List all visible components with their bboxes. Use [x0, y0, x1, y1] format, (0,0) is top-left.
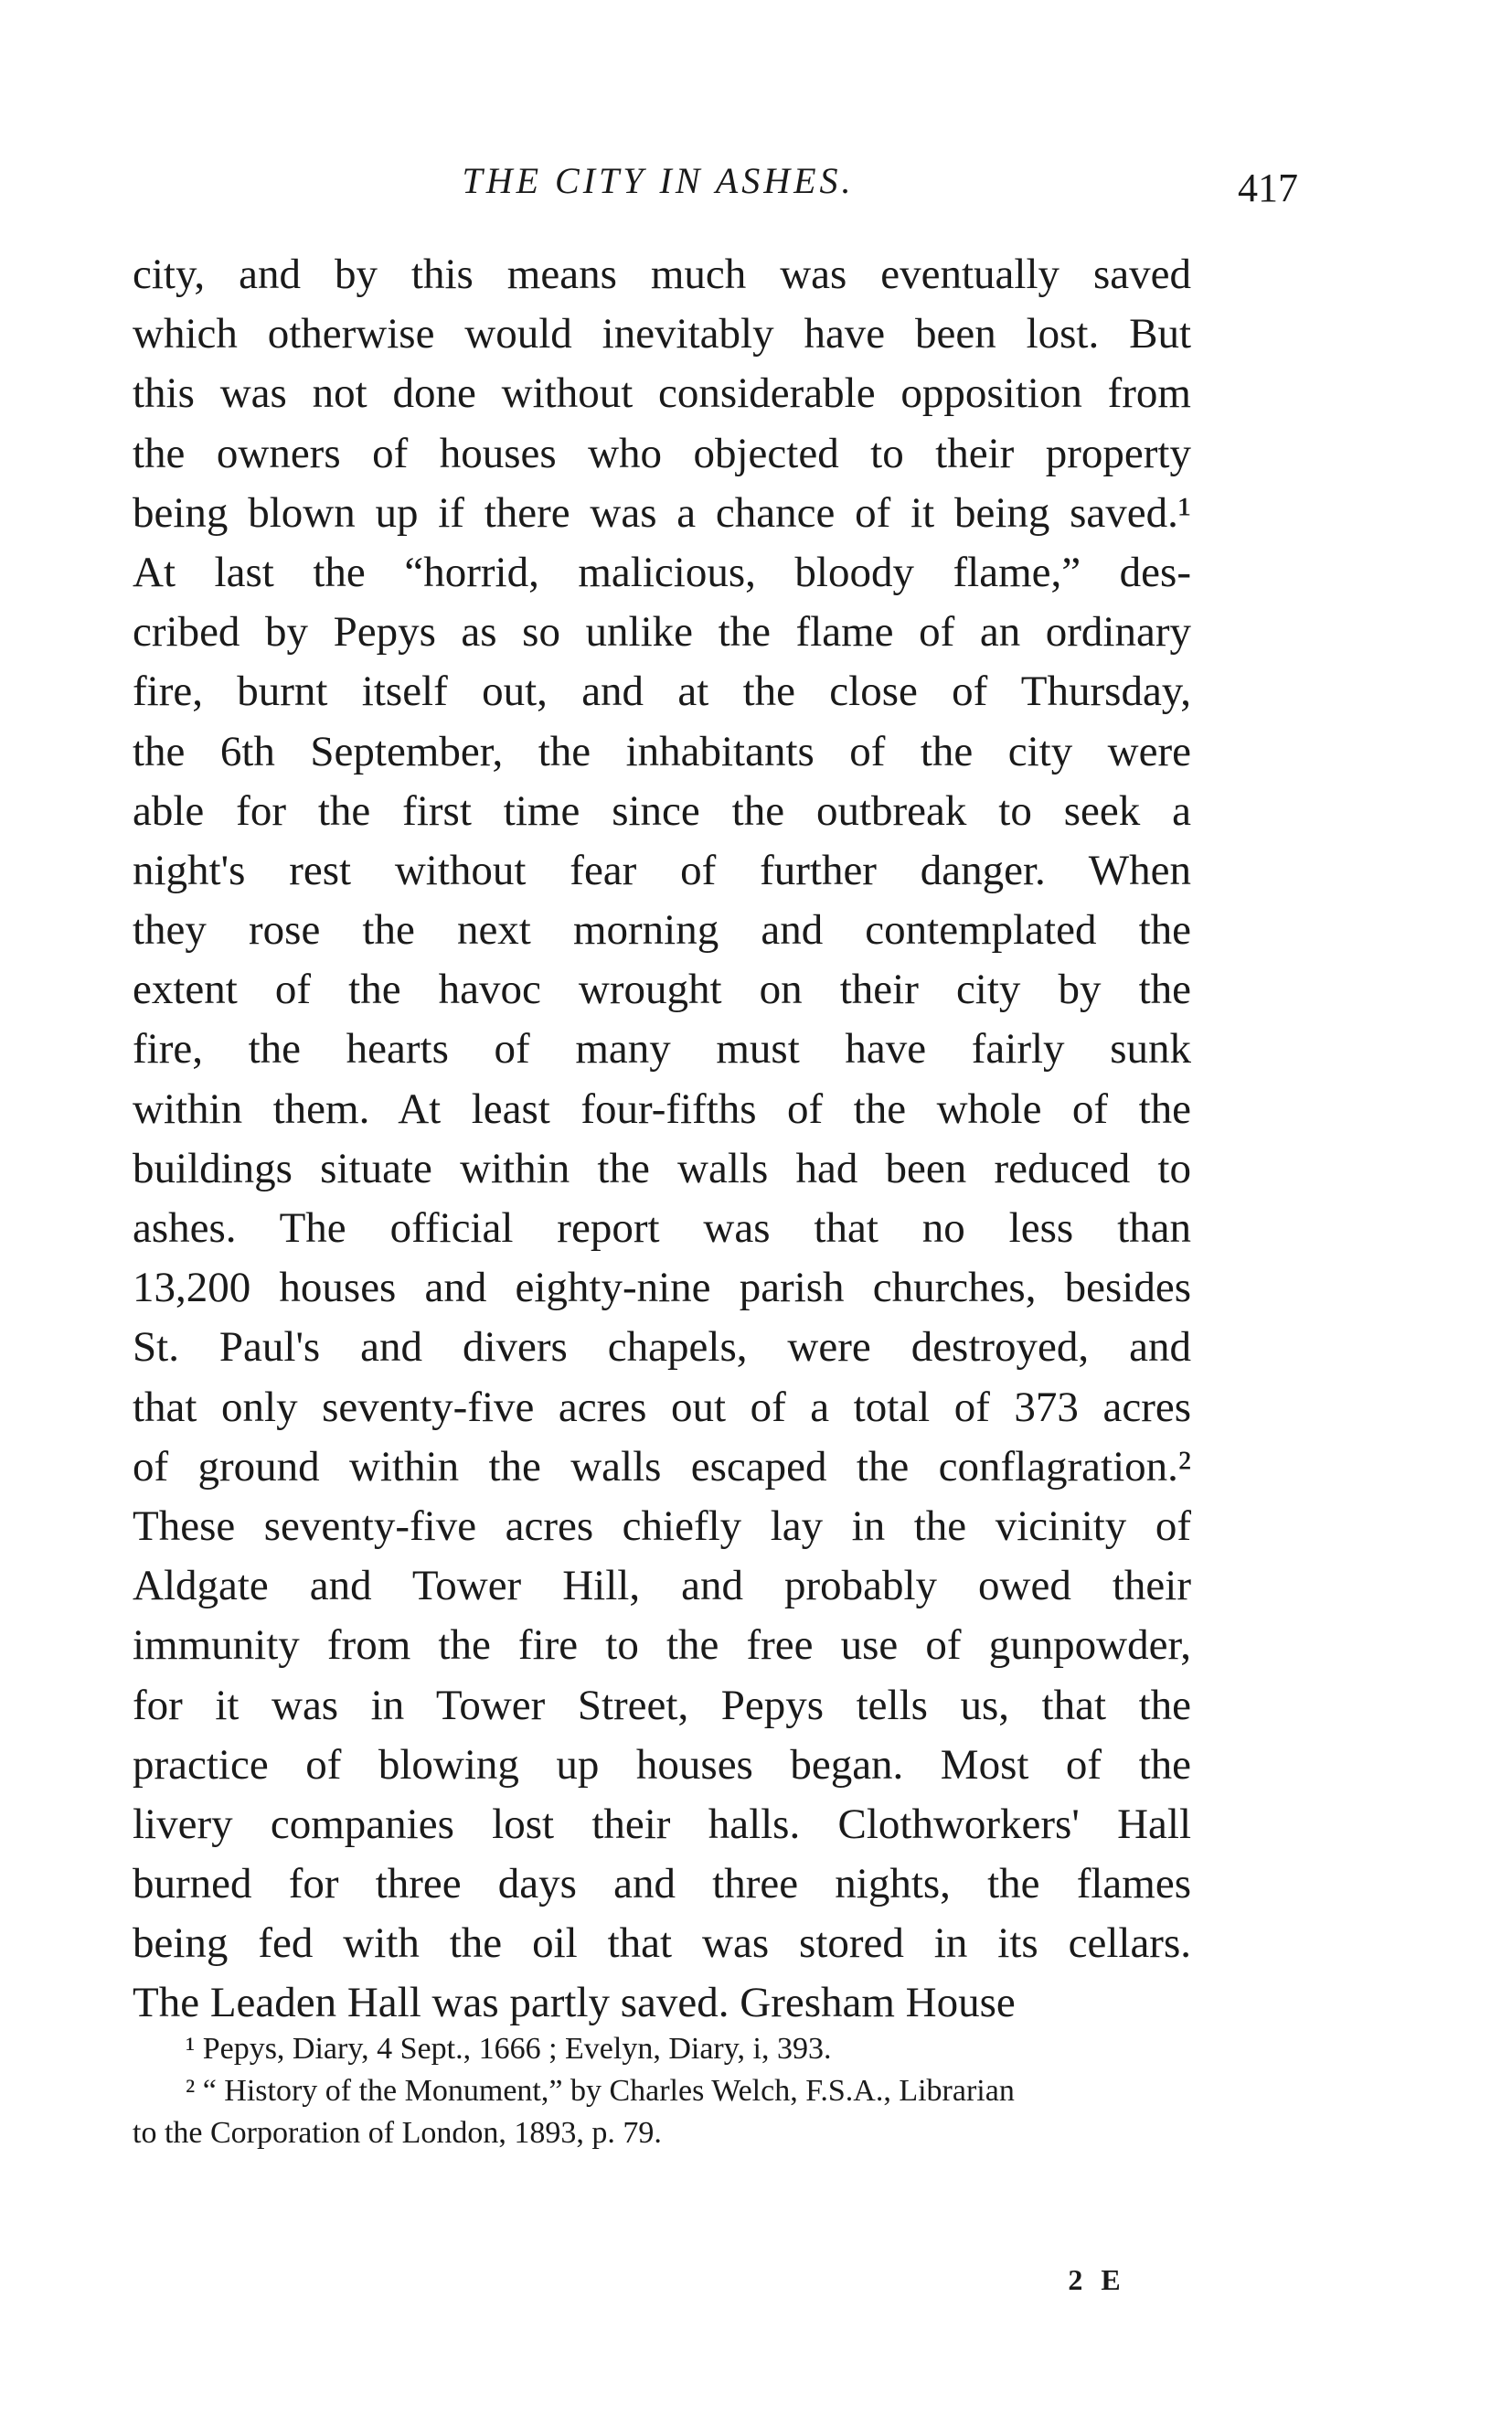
text-line: St. Paul's and divers chapels, were destroyed, and [133, 1323, 1191, 1372]
footnote-2-continuation: to the Corporation of London, 1893, p. 79. [133, 2116, 662, 2150]
text-line: buildings situate within the walls had been reduced to [133, 1144, 1191, 1192]
text-line: being blown up if there was a chance of it being saved.¹ [133, 488, 1191, 537]
signature-mark: 2 E [1068, 2263, 1126, 2296]
text-line: the owners of houses who objected to their property [133, 429, 1191, 477]
text-line: extent of the havoc wrought on their city by the [133, 966, 1191, 1014]
text-line: cribed by Pepys as so unlike the flame of an ordinary [133, 608, 1191, 657]
running-title: THE CITY IN ASHES. [462, 160, 855, 201]
text-line: the 6th September, the inhabitants of the city were [133, 727, 1191, 775]
text-line: fire, burnt itself out, and at the close of Thursday, [133, 668, 1191, 716]
text-line: for it was in Tower Street, Pepys tells us, that the [133, 1681, 1191, 1729]
text-line: within them. At least four-fifths of the whole of the [133, 1085, 1191, 1133]
text-line: immunity from the fire to the free use of gunpowder, [133, 1621, 1191, 1670]
body-text [133, 245, 1191, 2034]
text-line: 13,200 houses and eighty-nine parish churches, besides [133, 1264, 1191, 1312]
text-line: able for the first time since the outbreak to seek a [133, 786, 1191, 835]
text-line: practice of blowing up houses began. Most of the [133, 1740, 1191, 1789]
text-line: that only seventy-five acres out of a total of 373 acres [133, 1383, 1191, 1431]
running-head [128, 154, 1298, 210]
text-line: which otherwise would inevitably have been lost. But [133, 310, 1191, 358]
text-line: of ground within the walls escaped the conflagration.² [133, 1442, 1191, 1491]
text-line: fire, the hearts of many must have fairly sunk [133, 1025, 1191, 1074]
text-line: they rose the next morning and contemplated the [133, 906, 1191, 955]
text-line: Aldgate and Tower Hill, and probably owed their [133, 1562, 1191, 1610]
text-line: night's rest without fear of further danger. When [133, 846, 1191, 894]
text-line: At last the “horrid, malicious, bloody flame,” des- [133, 548, 1191, 596]
footnote-2: ² “ History of the Monument,” by Charles Welch, F.S.A., Librarian [186, 2074, 1015, 2108]
text-line: being fed with the oil that was stored in its cellars. [133, 1919, 1191, 1968]
footnotes [133, 2028, 1191, 2154]
text-line: ashes. The official report was that no less than [133, 1204, 1191, 1252]
text-line: livery companies lost their halls. Clothworkers' Hall [133, 1800, 1191, 1848]
text-line: burned for three days and three nights, the flames [133, 1860, 1191, 1908]
page-number: 417 [1238, 166, 1298, 210]
text-line: city, and by this means much was eventually saved [133, 251, 1191, 298]
text-line: this was not done without considerable opposition from [133, 369, 1191, 418]
text-line: These seventy-five acres chiefly lay in the vicinity of [133, 1501, 1191, 1550]
text-line: The Leaden Hall was partly saved. Gresham House [133, 1979, 1016, 2027]
footnote-1: ¹ Pepys, Diary, 4 Sept., 1666 ; Evelyn, Diary, i, 393. [186, 2032, 832, 2066]
